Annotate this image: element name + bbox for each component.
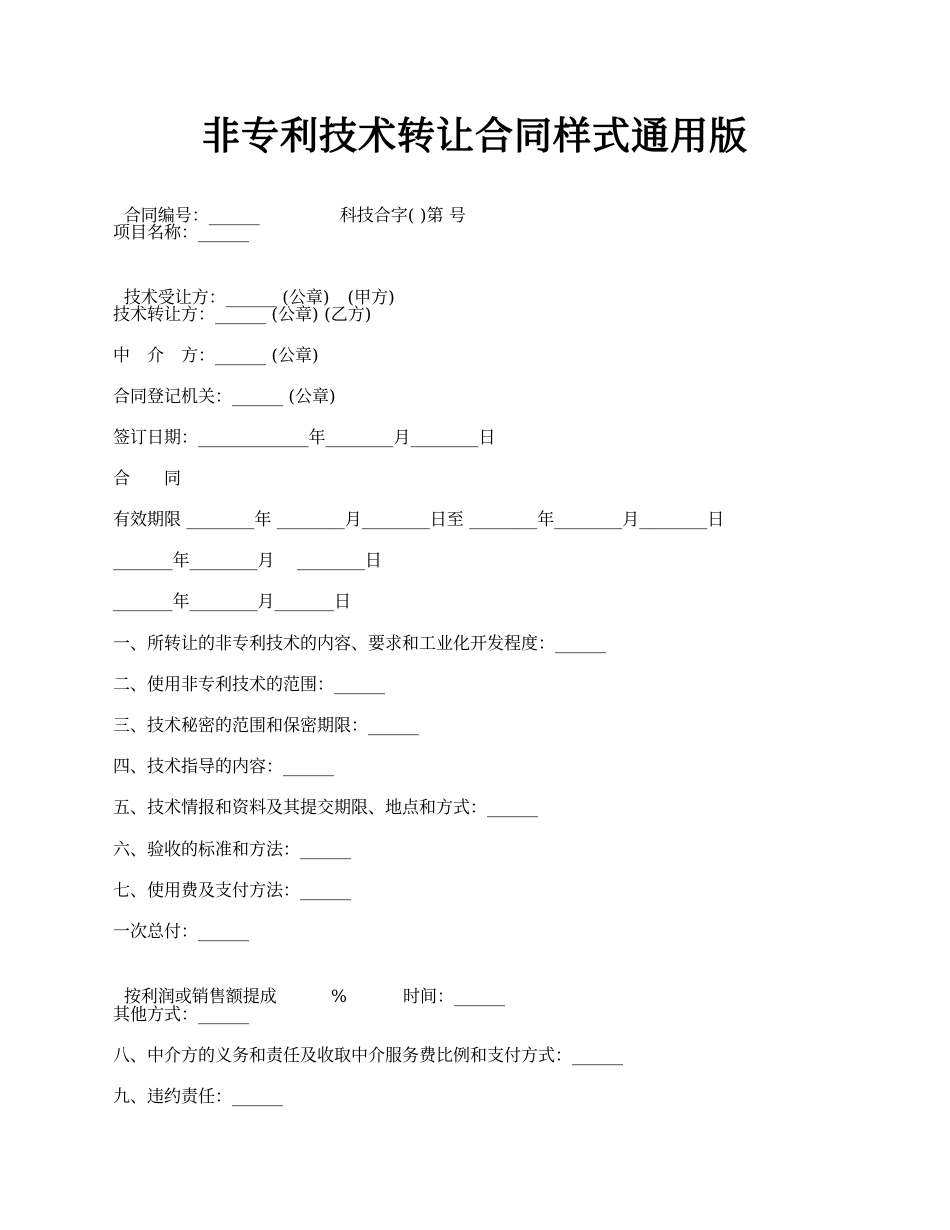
royalty-time: 时间：______ [402, 987, 505, 1007]
date-line-2: _______年________月_______日 [113, 592, 351, 612]
royalty-percent: % [330, 987, 347, 1007]
royalty-label: 按利润或销售额提成 [123, 987, 277, 1007]
validity-period: 有效期限 ________年 ________月________日至 ________年________月________日 [113, 510, 725, 530]
transferee-party: (甲方) [347, 288, 395, 308]
sign-date: 签订日期：_____________年________月________日 [113, 428, 496, 448]
registry-authority: 合同登记机关：______ (公章) [113, 387, 336, 407]
clause-5: 五、技术情报和资料及其提交期限、地点和方式：______ [113, 798, 538, 818]
clause-1: 一、所转让的非专利技术的内容、要求和工业化开发程度：______ [113, 634, 606, 654]
clause-6: 六、验收的标准和方法：______ [113, 840, 351, 860]
clause-8: 八、中介方的义务和责任及收取中介服务费比例和支付方式：______ [113, 1046, 623, 1066]
clause-7: 七、使用费及支付方法：______ [113, 881, 351, 901]
clause-9: 九、违约责任：______ [113, 1087, 283, 1107]
contract-heading: 合 同 [113, 469, 181, 489]
project-name: 项目名称：______ [113, 223, 249, 243]
transferee: 技术受让方：______ (公章) [123, 288, 330, 308]
lump-sum-payment: 一次总付：______ [113, 922, 249, 942]
contract-number: 合同编号：______ [123, 206, 260, 226]
other-payment-methods: 其他方式：______ [113, 1005, 249, 1025]
clause-3: 三、技术秘密的范围和保密期限：______ [113, 716, 419, 736]
contract-word-number: 科技合字( )第 号 [339, 206, 466, 226]
date-line-1: _______年________月 ________日 [113, 551, 382, 571]
transferor: 技术转让方：______ (公章) (乙方) [113, 305, 372, 325]
intermediary: 中 介 方：______ (公章) [113, 346, 319, 366]
royalty-line [113, 961, 505, 1009]
clause-4: 四、技术指导的内容：______ [113, 757, 334, 777]
clause-2: 二、使用非专利技术的范围：______ [113, 675, 385, 695]
document-title: 非专利技术转让合同样式通用版 [201, 113, 748, 158]
